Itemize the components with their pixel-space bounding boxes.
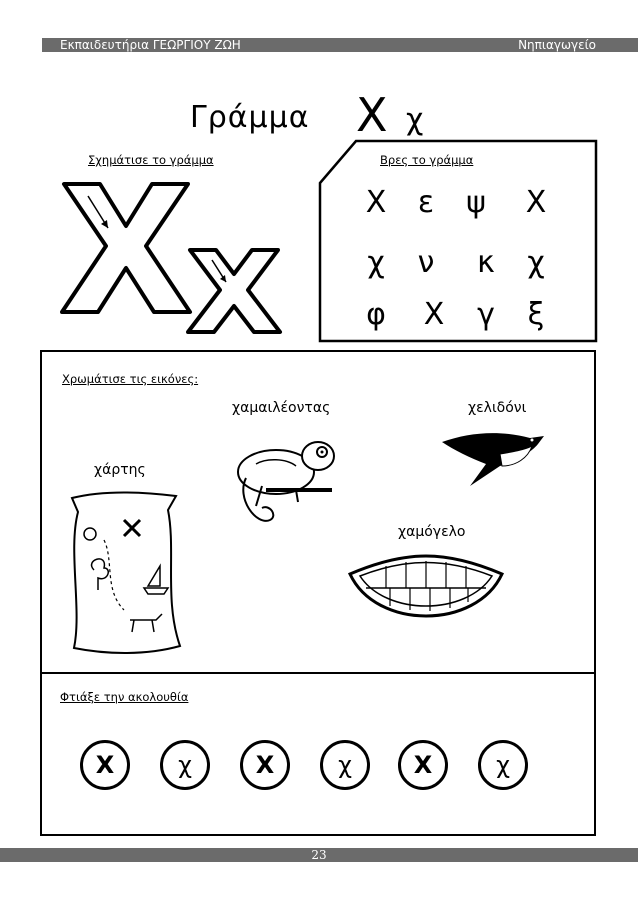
picture-label-smile: χαμόγελο <box>398 524 466 540</box>
sequence-circle[interactable]: Χ <box>80 740 130 790</box>
chameleon-icon[interactable] <box>226 428 346 538</box>
grid-letter[interactable]: Χ <box>423 297 445 332</box>
grid-letter[interactable]: ψ <box>466 185 486 220</box>
grid-letter[interactable]: γ <box>477 297 495 332</box>
page-title <box>0 88 638 144</box>
page-number: 23 <box>311 848 327 862</box>
grid-letter[interactable]: φ <box>366 297 386 332</box>
picture-label-map: χάρτης <box>94 462 146 478</box>
title-word: Γράμμα <box>190 100 310 135</box>
grid-letter[interactable]: ε <box>417 185 435 220</box>
grid-letter[interactable]: κ <box>477 245 495 280</box>
sequence-instruction: Φτιάξε την ακολουθία <box>60 690 189 704</box>
sequence-circle[interactable]: χ <box>478 740 528 790</box>
shape-instruction: Σχημάτισε το γράμμα <box>88 153 214 167</box>
smile-icon[interactable] <box>346 550 506 640</box>
grid-letter[interactable]: χ <box>527 245 545 280</box>
outline-lowercase-letter <box>190 250 280 332</box>
coloring-instruction: Χρωμάτισε τις εικόνες: <box>62 372 199 386</box>
school-name: Εκπαιδευτήρια ΓΕΩΡΓΙΟΥ ΖΩΗ <box>60 38 241 52</box>
title-lowercase-letter: χ <box>406 102 424 137</box>
sequence-circle[interactable]: Χ <box>398 740 448 790</box>
treasure-map-icon[interactable] <box>64 490 188 660</box>
class-name: Νηπιαγωγείο <box>518 38 596 52</box>
outline-capital-letter <box>64 184 194 314</box>
find-instruction: Βρες το γράμμα <box>380 153 474 167</box>
title-capital-letter: Χ <box>356 88 388 142</box>
grid-letter[interactable]: χ <box>367 245 385 280</box>
picture-label-swallow: χελιδόνι <box>468 400 527 416</box>
letter-grid <box>356 185 576 332</box>
sequence-circle[interactable]: χ <box>160 740 210 790</box>
grid-letter[interactable]: ν <box>417 245 435 280</box>
sequence-circle[interactable]: χ <box>320 740 370 790</box>
picture-label-chameleon: χαμαιλέοντας <box>232 400 331 416</box>
grid-letter[interactable]: ξ <box>527 297 545 332</box>
grid-letter[interactable]: Χ <box>365 185 387 220</box>
grid-letter[interactable]: Χ <box>525 185 547 220</box>
swallow-icon[interactable] <box>440 424 550 494</box>
footer-bar <box>0 848 638 862</box>
sequence-circle[interactable]: Χ <box>240 740 290 790</box>
header-bar <box>42 38 638 52</box>
